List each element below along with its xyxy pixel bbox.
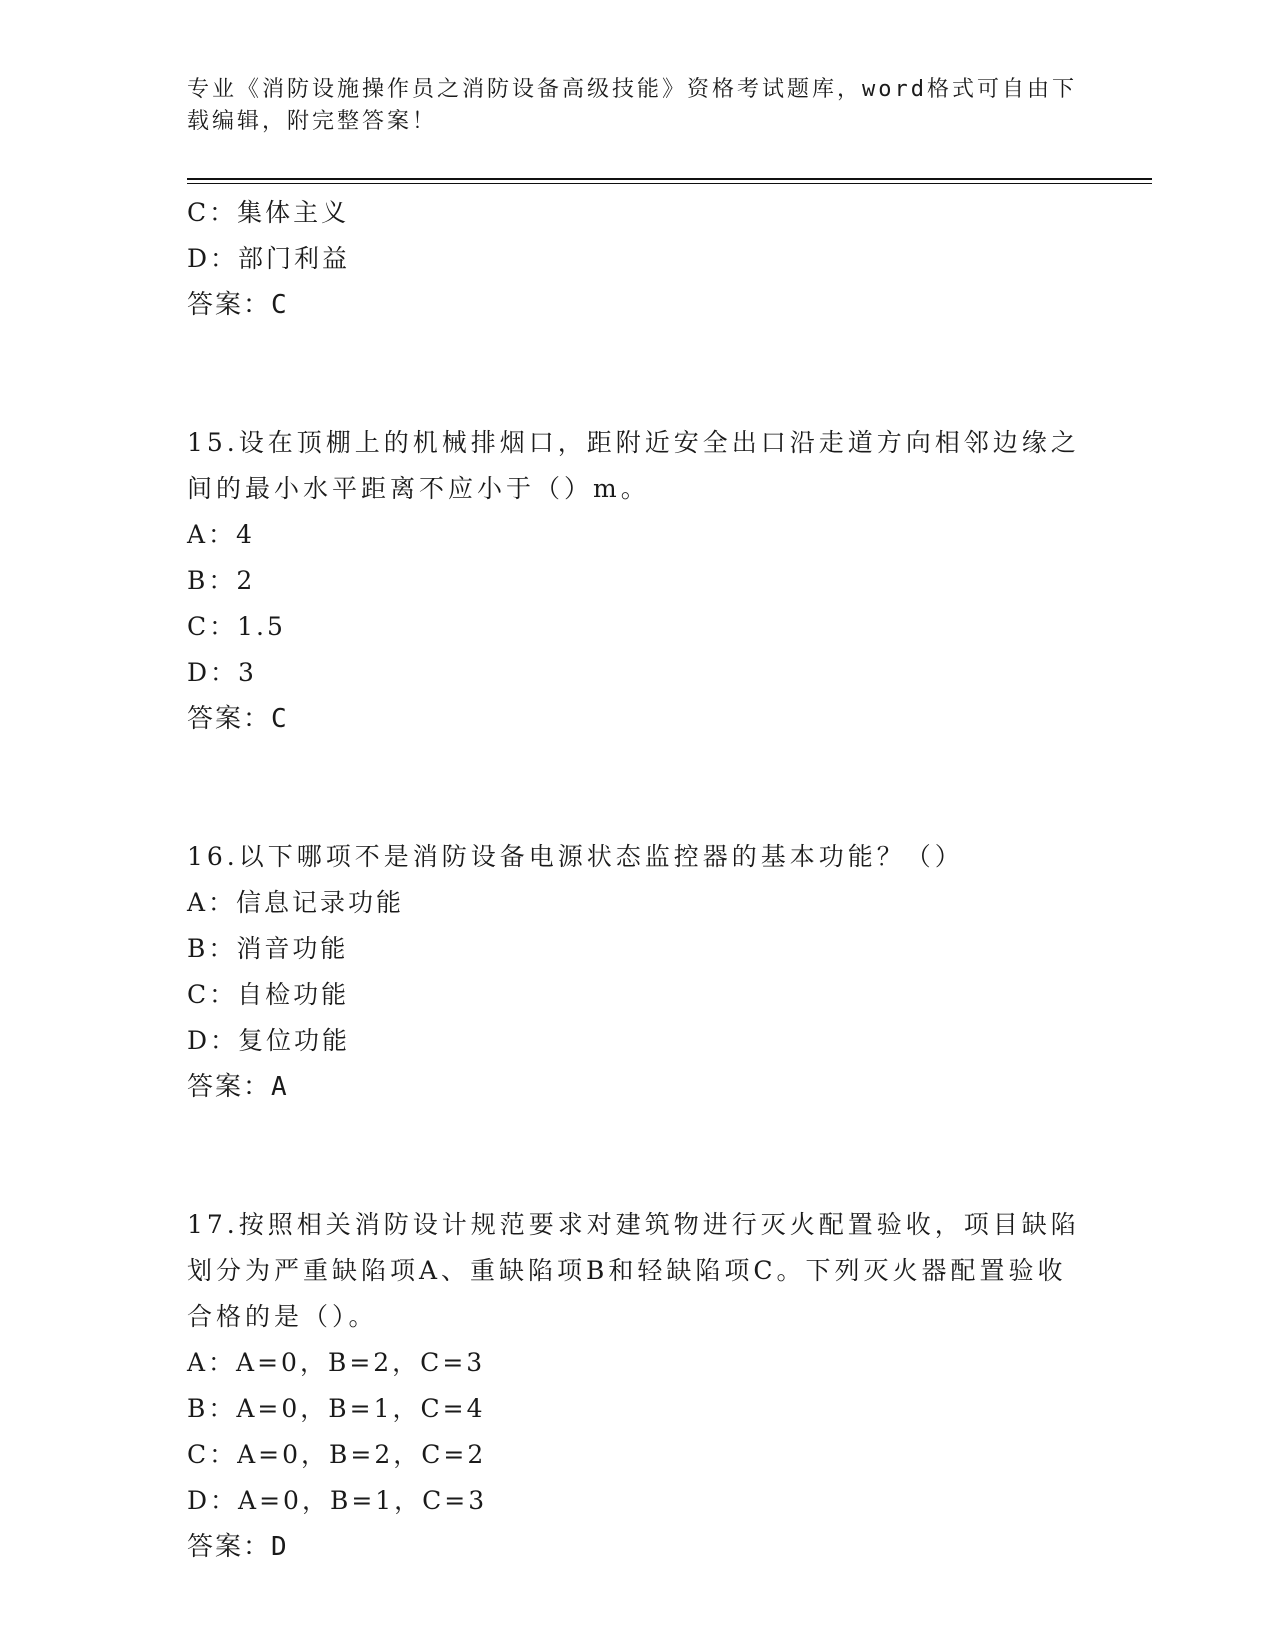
previous-question-block (187, 190, 1087, 328)
question-15 (187, 420, 1087, 742)
option-b: B：2 (187, 566, 256, 595)
option-a: A：A=0，B=2，C=3 (187, 1348, 486, 1377)
spacer (187, 328, 1087, 420)
header-line-1: 专业《消防设施操作员之消防设备高级技能》资格考试题库，word格式可自由下 (187, 77, 1077, 102)
question-stem-line: 间的最小水平距离不应小于（）m。 (187, 474, 650, 503)
question-17 (187, 1202, 1087, 1570)
option-c: C：A=0，B=2，C=2 (187, 1440, 487, 1469)
option-c: C：自检功能 (187, 980, 350, 1009)
option-c: C：集体主义 (187, 198, 350, 227)
option-a: A：信息记录功能 (187, 888, 405, 917)
answer-line: 答案：C (187, 290, 289, 320)
header-rule-thin (187, 183, 1152, 184)
option-d: D：3 (187, 658, 257, 687)
option-b: B：消音功能 (187, 934, 349, 963)
answer-line: 答案：D (187, 1532, 289, 1562)
option-d: D：A=0，B=1，C=3 (187, 1486, 488, 1515)
answer-line: 答案：A (187, 1072, 289, 1102)
question-16 (187, 834, 1087, 1110)
question-stem-line: 16.以下哪项不是消防设备电源状态监控器的基本功能？（） (187, 842, 964, 871)
question-stem-line: 17.按照相关消防设计规范要求对建筑物进行灭火配置验收，项目缺陷 (187, 1210, 1080, 1239)
option-c: C：1.5 (187, 612, 286, 641)
spacer (187, 742, 1087, 834)
question-stem-line: 划分为严重缺陷项A、重缺陷项B和轻缺陷项C。下列灭火器配置验收 (187, 1256, 1067, 1285)
spacer (187, 1110, 1087, 1202)
option-a: A：4 (187, 520, 255, 549)
document-body (187, 190, 1087, 1570)
question-stem-line: 合格的是（）。 (187, 1302, 378, 1331)
question-stem-line: 15.设在顶棚上的机械排烟口，距附近安全出口沿走道方向相邻边缘之 (187, 428, 1080, 457)
option-b: B：A=0，B=1，C=4 (187, 1394, 486, 1423)
header-rule-thick (187, 178, 1152, 180)
option-d: D：部门利益 (187, 244, 351, 273)
answer-line: 答案：C (187, 704, 289, 734)
document-header (187, 74, 1087, 138)
option-d: D：复位功能 (187, 1026, 351, 1055)
header-line-2: 载编辑，附完整答案！ (187, 109, 438, 134)
